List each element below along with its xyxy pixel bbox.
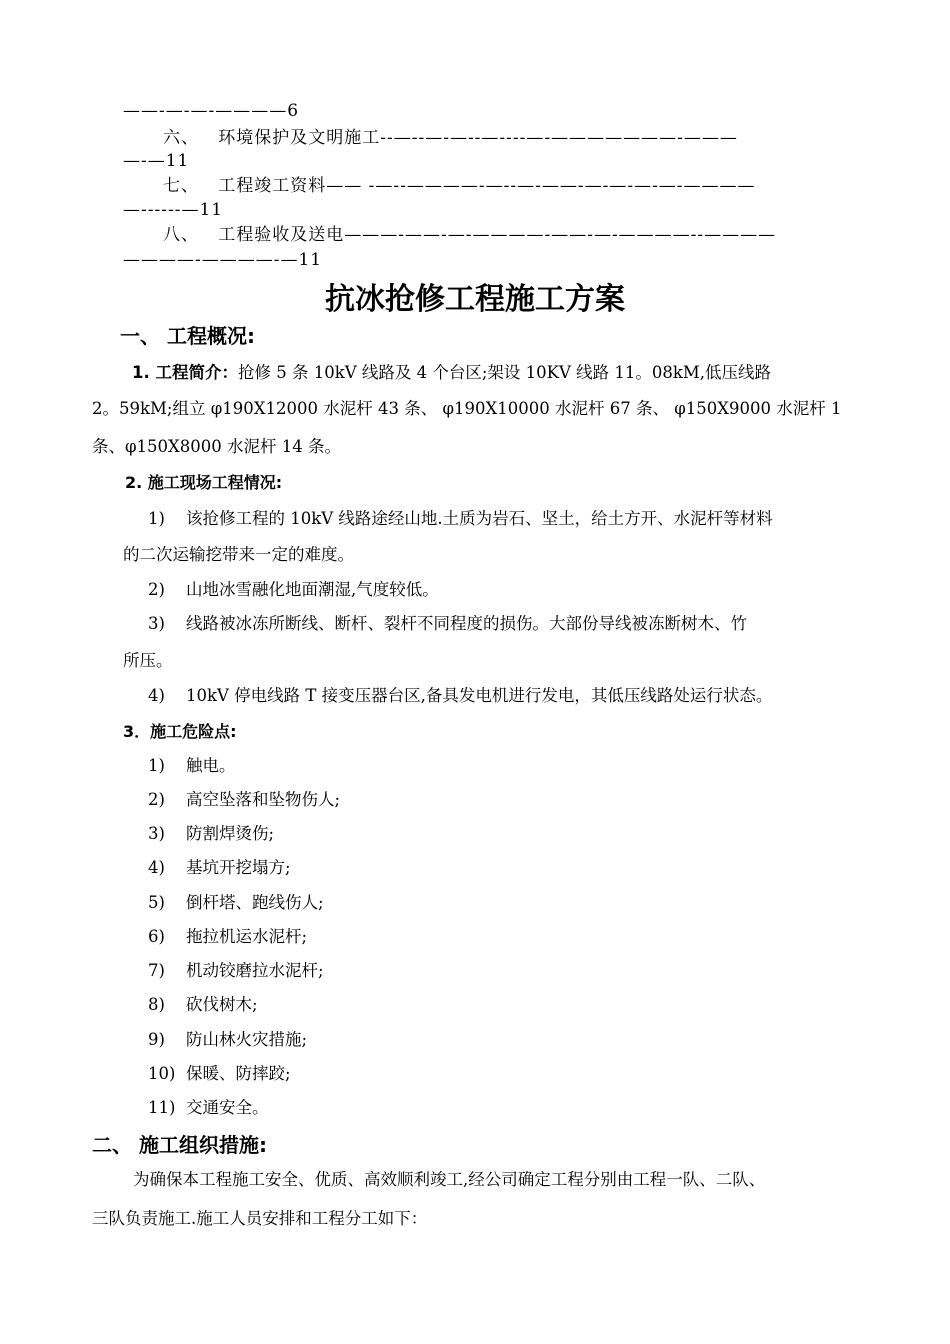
list-text: 线路被冰冻所断线、断杆、裂杆不同程度的损伤。大部份导线被冻断树木、竹 — [186, 614, 747, 633]
list-number: 8) — [148, 995, 165, 1014]
paragraph-line: 2。59kM;组立 φ190X12000 水泥杆 43 条、 φ190X10000 水泥杆 67 条、 φ150X9000 水泥杆 1 — [92, 399, 842, 418]
list-number: 6) — [148, 927, 165, 946]
hazard-item — [148, 893, 324, 913]
toc-entry-title: 环境保护及文明施工 — [218, 128, 381, 148]
section-heading-overview: 一、 工程概况: — [120, 324, 255, 348]
list-item — [148, 614, 747, 634]
list-number: 2) — [148, 580, 165, 599]
paragraph-line: 的二次运输挖带来一定的难度。 — [123, 545, 354, 564]
paragraph-line: 三队负责施工.施工人员安排和工程分工如下： — [92, 1209, 428, 1228]
toc-leader-line: ——-—-—-————6 — [123, 101, 300, 121]
hazard-item — [148, 790, 340, 810]
hazard-item — [148, 927, 307, 947]
list-number: 2) — [148, 790, 165, 809]
list-number: 10) — [148, 1064, 176, 1083]
list-text: 10kV 停电线路 T 接变压器台区,备具发电机进行发电，其低压线路处运行状态。 — [186, 686, 773, 705]
item-intro-line — [132, 363, 771, 383]
list-number: 3) — [148, 824, 165, 843]
list-number: 1) — [148, 756, 165, 775]
section-heading-organization: 二、 施工组织措施: — [92, 1133, 267, 1157]
toc-entry-page: ————-————-—11 — [123, 250, 323, 270]
toc-entry-6[interactable] — [163, 128, 738, 148]
list-text: 保暖、防摔跤; — [186, 1064, 291, 1083]
hazard-item — [148, 995, 258, 1015]
toc-entry-8[interactable] — [163, 225, 776, 245]
list-text: 拖拉机运水泥杆; — [186, 927, 308, 946]
toc-entry-number: 八、 — [163, 225, 199, 245]
toc-entry-leader: ———-——-—-————-——-—-————--———— — [344, 225, 777, 245]
hazard-item — [148, 824, 274, 844]
toc-entry-leader: --—--—-—--—----—-———————-——— — [380, 128, 738, 148]
toc-entry-leader: —— -—--————-—--—-——-—-—-—-—-———— — [326, 176, 756, 196]
list-text: 倒杆塔、跑线伤人; — [186, 893, 324, 912]
list-number: 7) — [148, 961, 165, 980]
list-text: 山地冰雪融化地面潮湿,气度较低。 — [186, 580, 439, 599]
list-text: 防山林火灾措施; — [186, 1030, 308, 1049]
hazard-item — [148, 1098, 269, 1118]
list-text: 该抢修工程的 10kV 线路途经山地.土质为岩石、坚土，给土方开、水泥杆等材料 — [186, 509, 773, 528]
paragraph-line: 为确保本工程施工安全、优质、高效顺利竣工,经公司确定工程分别由工程一队、二队、 — [133, 1170, 766, 1189]
list-text: 交通安全。 — [186, 1098, 269, 1117]
paragraph-line: 条、φ150X8000 水泥杆 14 条。 — [92, 437, 342, 456]
hazard-item — [148, 756, 236, 776]
item-intro-text: 抢修 5 条 10kV 线路及 4 个台区;架设 10KV 线路 11。08kM,低压线路 — [238, 363, 772, 382]
paragraph-line: 所压。 — [123, 651, 173, 670]
list-text: 基坑开挖塌方; — [186, 858, 291, 877]
toc-entry-7[interactable] — [163, 176, 756, 196]
list-number: 9) — [148, 1030, 165, 1049]
list-item — [148, 509, 773, 529]
list-number: 1) — [148, 509, 165, 528]
subheading-site-conditions: 2. 施工现场工程情况: — [125, 473, 283, 492]
list-text: 触电。 — [186, 756, 236, 775]
list-item — [148, 686, 772, 706]
toc-entry-title: 工程竣工资料 — [218, 176, 327, 196]
list-number: 3) — [148, 614, 165, 633]
toc-entry-page: —-—11 — [123, 151, 190, 171]
list-text: 机动铰磨拉水泥杆; — [186, 961, 324, 980]
toc-entry-number: 七、 — [163, 176, 199, 196]
hazard-item — [148, 858, 291, 878]
list-number: 11) — [148, 1098, 176, 1117]
list-number: 5) — [148, 893, 165, 912]
list-number: 4) — [148, 858, 165, 877]
toc-entry-number: 六、 — [163, 128, 199, 148]
hazard-item — [148, 961, 324, 981]
hazard-item — [148, 1064, 291, 1084]
list-number: 4) — [148, 686, 165, 705]
list-text: 防割焊烫伤; — [186, 824, 275, 843]
list-text: 砍伐树木; — [186, 995, 258, 1014]
toc-entry-page: —------—11 — [123, 200, 224, 220]
list-item — [148, 580, 439, 600]
document-title: 抗冰抢修工程施工方案 — [325, 282, 625, 317]
list-text: 高空坠落和坠物伤人; — [186, 790, 341, 809]
item-intro-label: 1. 工程简介： — [132, 363, 238, 382]
hazard-item — [148, 1030, 307, 1050]
subheading-hazards: 3．施工危险点: — [123, 722, 237, 741]
toc-entry-title: 工程验收及送电 — [218, 225, 345, 245]
